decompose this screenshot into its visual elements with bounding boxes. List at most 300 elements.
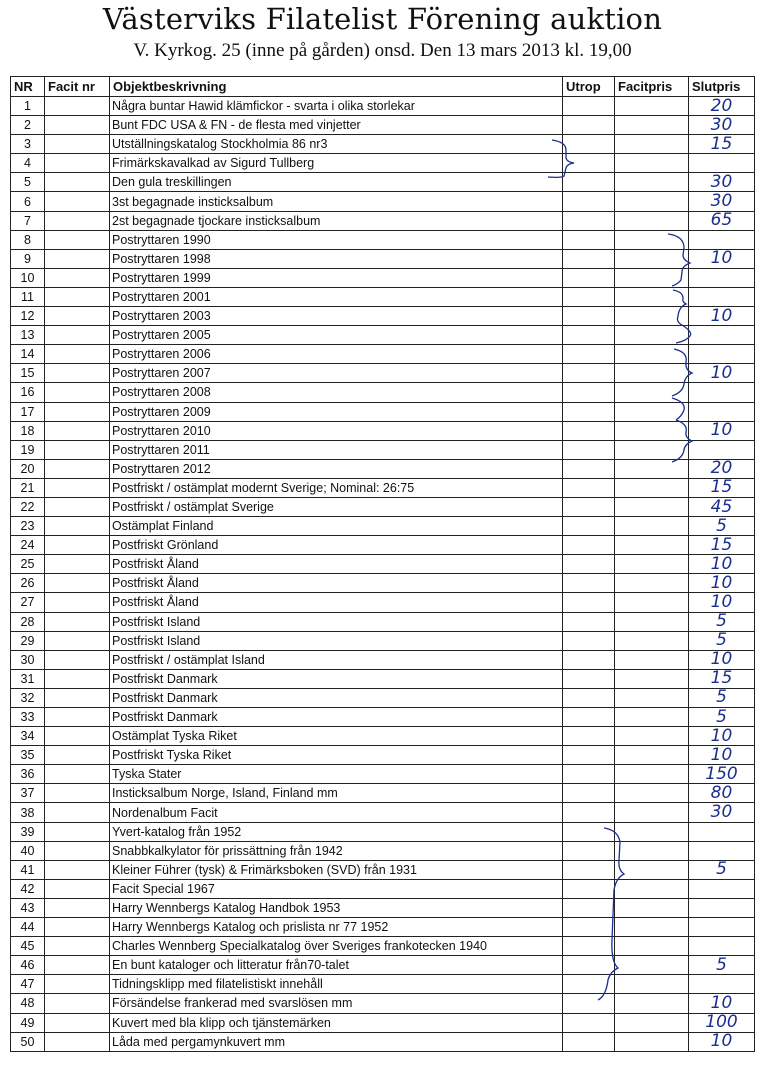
facit-nr-cell <box>45 173 110 192</box>
lot-description: Postryttaren 2009 <box>110 402 563 421</box>
utrop-cell <box>563 268 615 287</box>
facit-nr-cell <box>45 478 110 497</box>
utrop-cell <box>563 803 615 822</box>
lot-description: Några buntar Hawid klämfickor - svarta i olika storlekar <box>110 97 563 116</box>
facitpris-cell <box>615 593 689 612</box>
facit-nr-cell <box>45 860 110 879</box>
facitpris-cell <box>615 230 689 249</box>
table-row <box>11 268 755 287</box>
utrop-cell <box>563 765 615 784</box>
facitpris-cell <box>615 612 689 631</box>
lot-description: Postfriskt Tyska Riket <box>110 746 563 765</box>
facit-nr-cell <box>45 1032 110 1051</box>
lot-number: 23 <box>11 517 45 536</box>
lot-description: Facit Special 1967 <box>110 879 563 898</box>
utrop-cell <box>563 307 615 326</box>
slutpris-cell: 10 <box>689 746 755 765</box>
facit-nr-cell <box>45 135 110 154</box>
lot-description: Postfriskt Danmark <box>110 669 563 688</box>
table-header-row <box>11 77 755 97</box>
utrop-cell <box>563 440 615 459</box>
slutpris-cell <box>689 154 755 173</box>
facit-nr-cell <box>45 459 110 478</box>
facit-nr-cell <box>45 765 110 784</box>
lot-description: Postryttaren 1990 <box>110 230 563 249</box>
facit-nr-cell <box>45 746 110 765</box>
facitpris-cell <box>615 154 689 173</box>
lot-description: Postfriskt Island <box>110 631 563 650</box>
utrop-cell <box>563 937 615 956</box>
utrop-cell <box>563 956 615 975</box>
facitpris-cell <box>615 688 689 707</box>
slutpris-cell: 45 <box>689 497 755 516</box>
table-row <box>11 956 755 975</box>
facit-nr-cell <box>45 97 110 116</box>
lot-number: 11 <box>11 287 45 306</box>
facit-nr-cell <box>45 154 110 173</box>
table-row <box>11 918 755 937</box>
facit-nr-cell <box>45 421 110 440</box>
facit-nr-cell <box>45 287 110 306</box>
lot-description: Postfriskt Grönland <box>110 536 563 555</box>
table-row <box>11 688 755 707</box>
facit-nr-cell <box>45 497 110 516</box>
utrop-cell <box>563 1032 615 1051</box>
lot-number: 16 <box>11 383 45 402</box>
slutpris-cell <box>689 822 755 841</box>
slutpris-cell <box>689 287 755 306</box>
slutpris-cell: 10 <box>689 249 755 268</box>
lot-number: 29 <box>11 631 45 650</box>
facit-nr-cell <box>45 994 110 1013</box>
facitpris-cell <box>615 975 689 994</box>
slutpris-cell: 30 <box>689 192 755 211</box>
lot-number: 13 <box>11 326 45 345</box>
utrop-cell <box>563 497 615 516</box>
slutpris-cell: 10 <box>689 650 755 669</box>
slutpris-cell: 15 <box>689 135 755 154</box>
table-row <box>11 497 755 516</box>
column-header-slutpris: Slutpris <box>689 77 755 97</box>
table-row <box>11 898 755 917</box>
lot-description: Låda med pergamynkuvert mm <box>110 1032 563 1051</box>
lot-number: 25 <box>11 555 45 574</box>
lot-number: 17 <box>11 402 45 421</box>
lot-number: 7 <box>11 211 45 230</box>
facit-nr-cell <box>45 536 110 555</box>
lot-description: Försändelse frankerad med svarslösen mm <box>110 994 563 1013</box>
lot-description: Utställningskatalog Stockholmia 86 nr3 <box>110 135 563 154</box>
utrop-cell <box>563 383 615 402</box>
slutpris-cell <box>689 268 755 287</box>
facitpris-cell <box>615 669 689 688</box>
lot-description: Tyska Stater <box>110 765 563 784</box>
table-row <box>11 784 755 803</box>
lot-description: En bunt kataloger och litteratur från70-talet <box>110 956 563 975</box>
lot-number: 49 <box>11 1013 45 1032</box>
lot-description: Postryttaren 2005 <box>110 326 563 345</box>
facit-nr-cell <box>45 249 110 268</box>
facit-nr-cell <box>45 402 110 421</box>
lot-description: Ostämplat Tyska Riket <box>110 727 563 746</box>
facitpris-cell <box>615 97 689 116</box>
lot-number: 41 <box>11 860 45 879</box>
table-row <box>11 116 755 135</box>
facitpris-cell <box>615 383 689 402</box>
table-row <box>11 536 755 555</box>
slutpris-cell: 15 <box>689 669 755 688</box>
column-header-nr: NR <box>11 77 45 97</box>
lot-description: Bunt FDC USA & FN - de flesta med vinjetter <box>110 116 563 135</box>
facit-nr-cell <box>45 937 110 956</box>
slutpris-cell: 30 <box>689 116 755 135</box>
lot-number: 2 <box>11 116 45 135</box>
lot-number: 27 <box>11 593 45 612</box>
column-header-facit-nr: Facit nr <box>45 77 110 97</box>
utrop-cell <box>563 135 615 154</box>
utrop-cell <box>563 898 615 917</box>
table-row <box>11 307 755 326</box>
table-row <box>11 975 755 994</box>
utrop-cell <box>563 975 615 994</box>
facitpris-cell <box>615 497 689 516</box>
facitpris-cell <box>615 879 689 898</box>
facitpris-cell <box>615 135 689 154</box>
table-row <box>11 192 755 211</box>
utrop-cell <box>563 918 615 937</box>
lot-number: 37 <box>11 784 45 803</box>
utrop-cell <box>563 994 615 1013</box>
utrop-cell <box>563 230 615 249</box>
table-row <box>11 326 755 345</box>
lot-number: 24 <box>11 536 45 555</box>
lot-description: Charles Wennberg Specialkatalog över Sveriges frankotecken 1940 <box>110 937 563 956</box>
lot-description: Postryttaren 2006 <box>110 345 563 364</box>
table-row <box>11 841 755 860</box>
column-header-description: Objektbeskrivning <box>110 77 563 97</box>
utrop-cell <box>563 536 615 555</box>
facitpris-cell <box>615 345 689 364</box>
facitpris-cell <box>615 746 689 765</box>
lot-number: 22 <box>11 497 45 516</box>
utrop-cell <box>563 345 615 364</box>
facit-nr-cell <box>45 326 110 345</box>
slutpris-cell: 65 <box>689 211 755 230</box>
utrop-cell <box>563 784 615 803</box>
facitpris-cell <box>615 268 689 287</box>
lot-description: Den gula treskillingen <box>110 173 563 192</box>
facit-nr-cell <box>45 383 110 402</box>
table-row <box>11 727 755 746</box>
lot-number: 44 <box>11 918 45 937</box>
facit-nr-cell <box>45 631 110 650</box>
utrop-cell <box>563 478 615 497</box>
lot-number: 33 <box>11 708 45 727</box>
facitpris-cell <box>615 956 689 975</box>
facitpris-cell <box>615 841 689 860</box>
slutpris-cell: 5 <box>689 612 755 631</box>
facit-nr-cell <box>45 822 110 841</box>
lot-description: Postfriskt Danmark <box>110 708 563 727</box>
slutpris-cell: 10 <box>689 1032 755 1051</box>
utrop-cell <box>563 192 615 211</box>
facitpris-cell <box>615 574 689 593</box>
lot-number: 20 <box>11 459 45 478</box>
lot-description: 3st begagnade insticksalbum <box>110 192 563 211</box>
utrop-cell <box>563 841 615 860</box>
lot-number: 8 <box>11 230 45 249</box>
lot-number: 45 <box>11 937 45 956</box>
utrop-cell <box>563 593 615 612</box>
facit-nr-cell <box>45 956 110 975</box>
lot-description: Snabbkalkylator för prissättning från 1942 <box>110 841 563 860</box>
slutpris-cell <box>689 918 755 937</box>
slutpris-cell: 10 <box>689 593 755 612</box>
slutpris-cell: 20 <box>689 97 755 116</box>
slutpris-cell: 150 <box>689 765 755 784</box>
facitpris-cell <box>615 1032 689 1051</box>
utrop-cell <box>563 211 615 230</box>
lot-number: 4 <box>11 154 45 173</box>
lot-number: 36 <box>11 765 45 784</box>
lot-description: Ostämplat Finland <box>110 517 563 536</box>
slutpris-cell: 5 <box>689 688 755 707</box>
slutpris-cell: 10 <box>689 727 755 746</box>
facit-nr-cell <box>45 555 110 574</box>
lot-number: 6 <box>11 192 45 211</box>
lot-number: 12 <box>11 307 45 326</box>
slutpris-cell: 10 <box>689 421 755 440</box>
table-row <box>11 669 755 688</box>
slutpris-cell <box>689 326 755 345</box>
facit-nr-cell <box>45 975 110 994</box>
utrop-cell <box>563 746 615 765</box>
lot-number: 9 <box>11 249 45 268</box>
utrop-cell <box>563 708 615 727</box>
table-row <box>11 211 755 230</box>
table-row <box>11 860 755 879</box>
utrop-cell <box>563 860 615 879</box>
facitpris-cell <box>615 555 689 574</box>
facit-nr-cell <box>45 898 110 917</box>
table-row <box>11 994 755 1013</box>
table-row <box>11 650 755 669</box>
slutpris-cell: 5 <box>689 631 755 650</box>
table-row <box>11 631 755 650</box>
facit-nr-cell <box>45 517 110 536</box>
lot-number: 50 <box>11 1032 45 1051</box>
facitpris-cell <box>615 784 689 803</box>
slutpris-cell: 15 <box>689 536 755 555</box>
lot-description: 2st begagnade tjockare insticksalbum <box>110 211 563 230</box>
facit-nr-cell <box>45 841 110 860</box>
lot-description: Postryttaren 2011 <box>110 440 563 459</box>
lot-description: Tidningsklipp med filatelistiskt innehåll <box>110 975 563 994</box>
facit-nr-cell <box>45 364 110 383</box>
column-header-utrop: Utrop <box>563 77 615 97</box>
lot-description: Postryttaren 1998 <box>110 249 563 268</box>
lot-number: 32 <box>11 688 45 707</box>
utrop-cell <box>563 173 615 192</box>
lot-number: 15 <box>11 364 45 383</box>
facit-nr-cell <box>45 211 110 230</box>
table-row <box>11 1013 755 1032</box>
lot-number: 35 <box>11 746 45 765</box>
facit-nr-cell <box>45 1013 110 1032</box>
utrop-cell <box>563 612 615 631</box>
facitpris-cell <box>615 287 689 306</box>
table-row <box>11 879 755 898</box>
facitpris-cell <box>615 1013 689 1032</box>
facit-nr-cell <box>45 230 110 249</box>
facitpris-cell <box>615 192 689 211</box>
table-row <box>11 708 755 727</box>
lot-description: Frimärkskavalkad av Sigurd Tullberg <box>110 154 563 173</box>
utrop-cell <box>563 459 615 478</box>
facit-nr-cell <box>45 918 110 937</box>
lot-number: 30 <box>11 650 45 669</box>
slutpris-cell: 100 <box>689 1013 755 1032</box>
facit-nr-cell <box>45 593 110 612</box>
lot-description: Kuvert med bla klipp och tjänstemärken <box>110 1013 563 1032</box>
document-title: Västerviks Filatelist Förening auktion <box>102 2 663 36</box>
lot-number: 5 <box>11 173 45 192</box>
utrop-cell <box>563 326 615 345</box>
slutpris-cell <box>689 383 755 402</box>
slutpris-cell: 10 <box>689 307 755 326</box>
lot-number: 10 <box>11 268 45 287</box>
lot-description: Postryttaren 2007 <box>110 364 563 383</box>
lot-description: Postfriskt Åland <box>110 555 563 574</box>
lot-description: Postfriskt / ostämplat Sverige <box>110 497 563 516</box>
slutpris-cell <box>689 879 755 898</box>
table-row <box>11 459 755 478</box>
lot-number: 1 <box>11 97 45 116</box>
table-row <box>11 822 755 841</box>
lot-description: Postfriskt / ostämplat modernt Sverige; Nominal: 26:75 <box>110 478 563 497</box>
utrop-cell <box>563 287 615 306</box>
facitpris-cell <box>615 860 689 879</box>
lot-number: 3 <box>11 135 45 154</box>
facitpris-cell <box>615 918 689 937</box>
lot-description: Yvert-katalog från 1952 <box>110 822 563 841</box>
lot-description: Postfriskt Åland <box>110 574 563 593</box>
lot-description: Postryttaren 2003 <box>110 307 563 326</box>
utrop-cell <box>563 669 615 688</box>
slutpris-cell <box>689 440 755 459</box>
facitpris-cell <box>615 803 689 822</box>
utrop-cell <box>563 249 615 268</box>
utrop-cell <box>563 116 615 135</box>
facitpris-cell <box>615 307 689 326</box>
table-row <box>11 746 755 765</box>
lot-number: 46 <box>11 956 45 975</box>
slutpris-cell: 5 <box>689 517 755 536</box>
lot-number: 43 <box>11 898 45 917</box>
lot-number: 19 <box>11 440 45 459</box>
table-row <box>11 1032 755 1051</box>
lot-number: 34 <box>11 727 45 746</box>
lot-description: Postryttaren 2010 <box>110 421 563 440</box>
facitpris-cell <box>615 326 689 345</box>
utrop-cell <box>563 631 615 650</box>
facit-nr-cell <box>45 440 110 459</box>
utrop-cell <box>563 879 615 898</box>
table-row <box>11 421 755 440</box>
facit-nr-cell <box>45 612 110 631</box>
document-subtitle: V. Kyrkog. 25 (inne på gården) onsd. Den 13 mars 2013 kl. 19,00 <box>133 40 632 61</box>
facitpris-cell <box>615 822 689 841</box>
facit-nr-cell <box>45 192 110 211</box>
facitpris-cell <box>615 249 689 268</box>
utrop-cell <box>563 555 615 574</box>
facit-nr-cell <box>45 803 110 822</box>
lot-description: Postryttaren 2008 <box>110 383 563 402</box>
facit-nr-cell <box>45 345 110 364</box>
lot-number: 42 <box>11 879 45 898</box>
table-row <box>11 765 755 784</box>
facit-nr-cell <box>45 268 110 287</box>
facit-nr-cell <box>45 727 110 746</box>
facitpris-cell <box>615 708 689 727</box>
facitpris-cell <box>615 517 689 536</box>
facit-nr-cell <box>45 650 110 669</box>
lot-description: Kleiner Führer (tysk) & Frimärksboken (SVD) från 1931 <box>110 860 563 879</box>
lot-description: Postfriskt Åland <box>110 593 563 612</box>
table-row <box>11 249 755 268</box>
slutpris-cell: 30 <box>689 803 755 822</box>
slutpris-cell: 10 <box>689 574 755 593</box>
utrop-cell <box>563 574 615 593</box>
slutpris-cell: 10 <box>689 994 755 1013</box>
utrop-cell <box>563 727 615 746</box>
table-row <box>11 173 755 192</box>
facitpris-cell <box>615 211 689 230</box>
lot-number: 39 <box>11 822 45 841</box>
facitpris-cell <box>615 173 689 192</box>
facitpris-cell <box>615 402 689 421</box>
table-row <box>11 440 755 459</box>
table-row <box>11 555 755 574</box>
facit-nr-cell <box>45 116 110 135</box>
column-header-facitpris: Facitpris <box>615 77 689 97</box>
table-row <box>11 593 755 612</box>
facitpris-cell <box>615 994 689 1013</box>
lot-description: Postryttaren 2012 <box>110 459 563 478</box>
slutpris-cell: 5 <box>689 956 755 975</box>
utrop-cell <box>563 421 615 440</box>
facitpris-cell <box>615 727 689 746</box>
auction-lot-table <box>10 76 755 1052</box>
facitpris-cell <box>615 631 689 650</box>
slutpris-cell: 15 <box>689 478 755 497</box>
table-row <box>11 803 755 822</box>
utrop-cell <box>563 650 615 669</box>
lot-description: Postryttaren 2001 <box>110 287 563 306</box>
table-row <box>11 287 755 306</box>
slutpris-cell <box>689 898 755 917</box>
slutpris-cell: 30 <box>689 173 755 192</box>
lot-number: 31 <box>11 669 45 688</box>
table-row <box>11 517 755 536</box>
facitpris-cell <box>615 765 689 784</box>
lot-number: 40 <box>11 841 45 860</box>
facitpris-cell <box>615 440 689 459</box>
table-row <box>11 345 755 364</box>
utrop-cell <box>563 402 615 421</box>
table-row <box>11 937 755 956</box>
table-row <box>11 154 755 173</box>
